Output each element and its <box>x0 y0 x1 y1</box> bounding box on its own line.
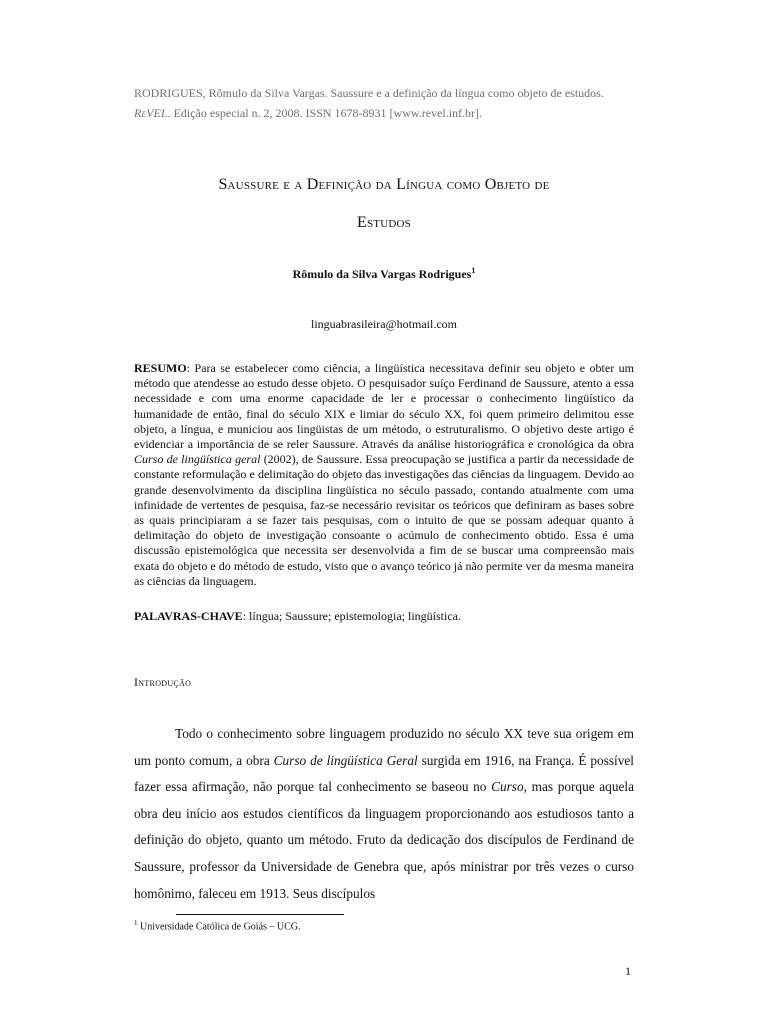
abstract-text-part1: : Para se estabelecer como ciência, a lingüística necessitava definir seu objeto e obter um método que atendesse ao estudo desse objeto. O pesquisador suíço Ferdinand de Saussure, atento a essa necessidade e com uma enorme capacidade de ler e processar o conhecimento lingüístico da humanidade de então, final do século XIX e limiar do século XX, foi quem primeiro delimitou esse objeto, a língua, e municiou aos lingüistas de um método, o estruturalismo. O objetivo deste artigo é evidenciar a importância de se reler Saussure. Através da análise historiográfica e cronológica da obra <box>134 361 634 452</box>
footnote-separator <box>176 914 344 915</box>
keywords-text: : língua; Saussure; epistemologia; lingüística. <box>242 609 461 623</box>
body-italic-curso: Curso, <box>491 779 527 795</box>
abstract-work-title: Curso de lingüística geral <box>134 452 261 467</box>
footnote-marker: 1 <box>134 919 138 927</box>
citation-header <box>134 83 634 123</box>
section-heading-introduction: Introdução <box>134 675 192 689</box>
keywords-label: PALAVRAS-CHAVE <box>134 609 243 623</box>
journal-name: ReVEL <box>134 106 168 120</box>
author-name: Rômulo da Silva Vargas Rodrigues <box>292 267 472 281</box>
page-number: 1 <box>625 964 631 978</box>
body-part2: surgida em 1916, na França. É possível fazer essa afirmação, não porque tal conhecimento se baseou no <box>134 752 634 795</box>
citation-line2: . Edição especial n. 2, 2008. ISSN 1678-8931 [www.revel.inf.br]. <box>167 106 483 120</box>
body-italic-work-title: Curso de lingüística Geral <box>273 752 418 768</box>
author-footnote-marker: 1 <box>471 266 476 275</box>
keywords <box>134 609 634 624</box>
abstract-label: RESUMO <box>134 361 187 375</box>
body-part1: Todo o conhecimento sobre linguagem produzido no século XX teve sua origem em um ponto comum, a obra <box>134 726 634 768</box>
body-paragraph <box>134 721 634 907</box>
author-email: linguabrasileira@hotmail.com <box>310 317 457 331</box>
body-part3: mas porque aquela obra deu início aos estudos científicos da linguagem proporcionando aos estudiosos tanto a definição do objeto, quanto um método. Fruto da dedicação dos discípulos de Ferdinand de Saussure, professor da Universidade de Genebra que, após ministrar por três vezes o curso homônimo, faleceu em 1913. Seus discípulos <box>134 779 634 901</box>
title-line2: Estudos <box>357 214 411 231</box>
abstract-text-part2: (2002), de Saussure. Essa preocupação se justifica a partir da necessidade de constante reformulação e delimitação do objeto das investigações das ciências da linguagem. Devido ao grande desenvolvimento da disciplina lingüística no século passado, contando atualmente com uma infinidade de vertentes de pesquisa, faz-se necessário revisitar os teóricos que definiram as bases sobre as quais principiaram a se fazer tais pesquisas, com o intuito de que se possam adequar quanto à delimitação do objeto de investigação consoante o acúmulo de conhecimento obtido. Essa é uma discussão epistemológica que necessita ser desenvolvida a fim de se buscar uma compreensão mais exata do objeto e do método de estudo, visto que o avanço teórico já não permite ver da mesma maneira as ciências da linguagem. <box>134 452 634 588</box>
author-line <box>134 266 634 282</box>
title-line1: Saussure e a Definição da Língua como Objeto de <box>218 176 550 193</box>
footnote-text: Universidade Católica de Goiás – UCG. <box>137 921 301 933</box>
footnote <box>134 919 301 932</box>
citation-line1: RODRIGUES, Rômulo da Silva Vargas. Saussure e a definição da língua como objeto de estudos. <box>134 86 604 100</box>
article-title <box>134 166 634 242</box>
abstract <box>134 361 634 589</box>
